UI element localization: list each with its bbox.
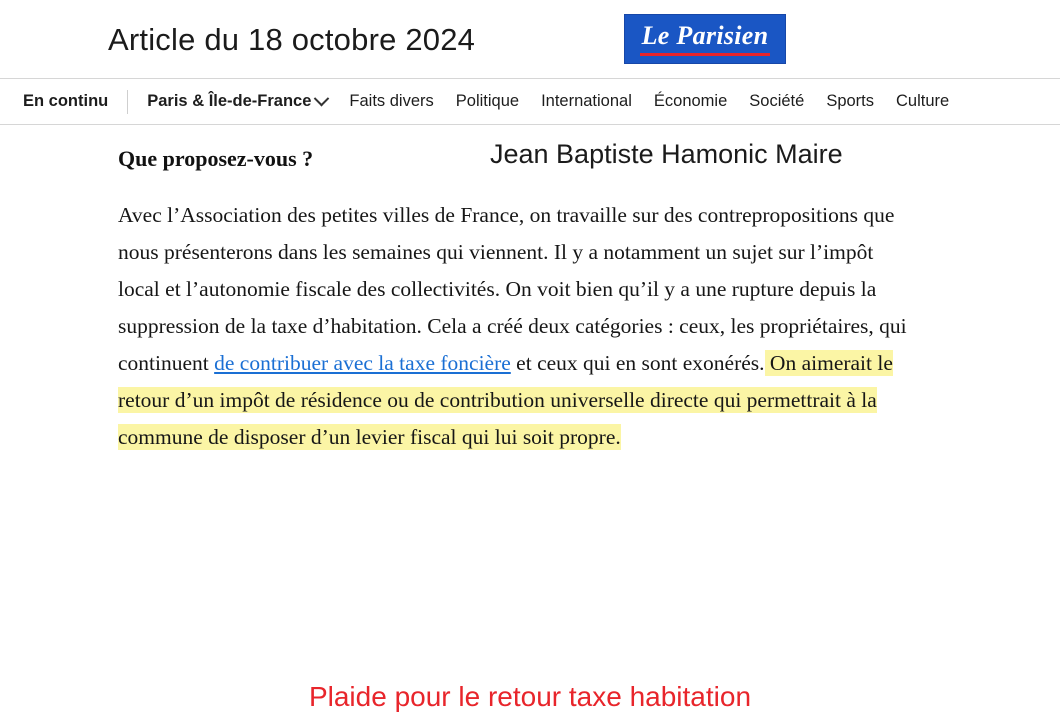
article-text-part-2: et ceux qui en sont exonérés. (510, 351, 765, 375)
chevron-down-icon (314, 91, 330, 107)
logo-underline (640, 53, 770, 56)
taxe-fonciere-link[interactable]: de contribuer avec la taxe foncière (214, 351, 511, 375)
nav-item-label: Société (749, 92, 805, 110)
nav-item-en-continu[interactable] (12, 92, 119, 111)
nav-item-label: International (541, 92, 632, 110)
le-parisien-logo[interactable] (624, 14, 786, 64)
nav-item-international[interactable] (530, 92, 643, 111)
nav-item-sports[interactable] (815, 92, 885, 111)
annotation-caption: Plaide pour le retour taxe habitation (308, 681, 752, 712)
nav-item-culture[interactable] (885, 92, 960, 111)
article-body (118, 197, 908, 456)
main-navigation (0, 78, 1060, 125)
page-title: Article du 18 octobre 2024 (108, 22, 476, 57)
page-header (0, 0, 1060, 78)
nav-item-label: En continu (23, 92, 109, 110)
highlighted-passage: On aimerait le retour d’un impôt de résidence ou de contribution universelle directe qui permettrait à la commune de disposer d’un levier fiscal qui lui soit propre. (118, 351, 893, 449)
nav-item-economie[interactable] (643, 92, 738, 111)
nav-item-label: Politique (455, 92, 520, 110)
nav-item-label: Faits divers (349, 92, 434, 110)
nav-item-faits-divers[interactable] (338, 92, 444, 111)
person-name: Jean Baptiste Hamonic Maire (490, 139, 843, 169)
article-text-part-1: Avec l’Association des petites villes de France, on travaille sur des contrepropositions que nous présenterons dans les semaines qui viennent. Il y a notamment un sujet sur l’impôt local et l’autonomie fiscale des collectivités. On voit bien qu’il y a une rupture depuis la suppression de la taxe d’habitation. Cela a créé deux catégories : ceux, les propriétaires, qui continuent (118, 203, 907, 375)
nav-item-label: Sports (826, 92, 874, 110)
nav-item-politique[interactable] (445, 92, 530, 111)
nav-item-label: Paris & Île-de-France (147, 92, 312, 110)
nav-item-societe[interactable] (738, 92, 815, 111)
nav-item-label: Culture (896, 92, 950, 110)
nav-item-label: Économie (653, 92, 728, 110)
logo-text: Le Parisien (641, 21, 769, 50)
interview-question: Que proposez-vous ? (118, 146, 314, 171)
nav-divider (127, 90, 128, 114)
nav-item-paris-idf[interactable] (136, 92, 338, 111)
